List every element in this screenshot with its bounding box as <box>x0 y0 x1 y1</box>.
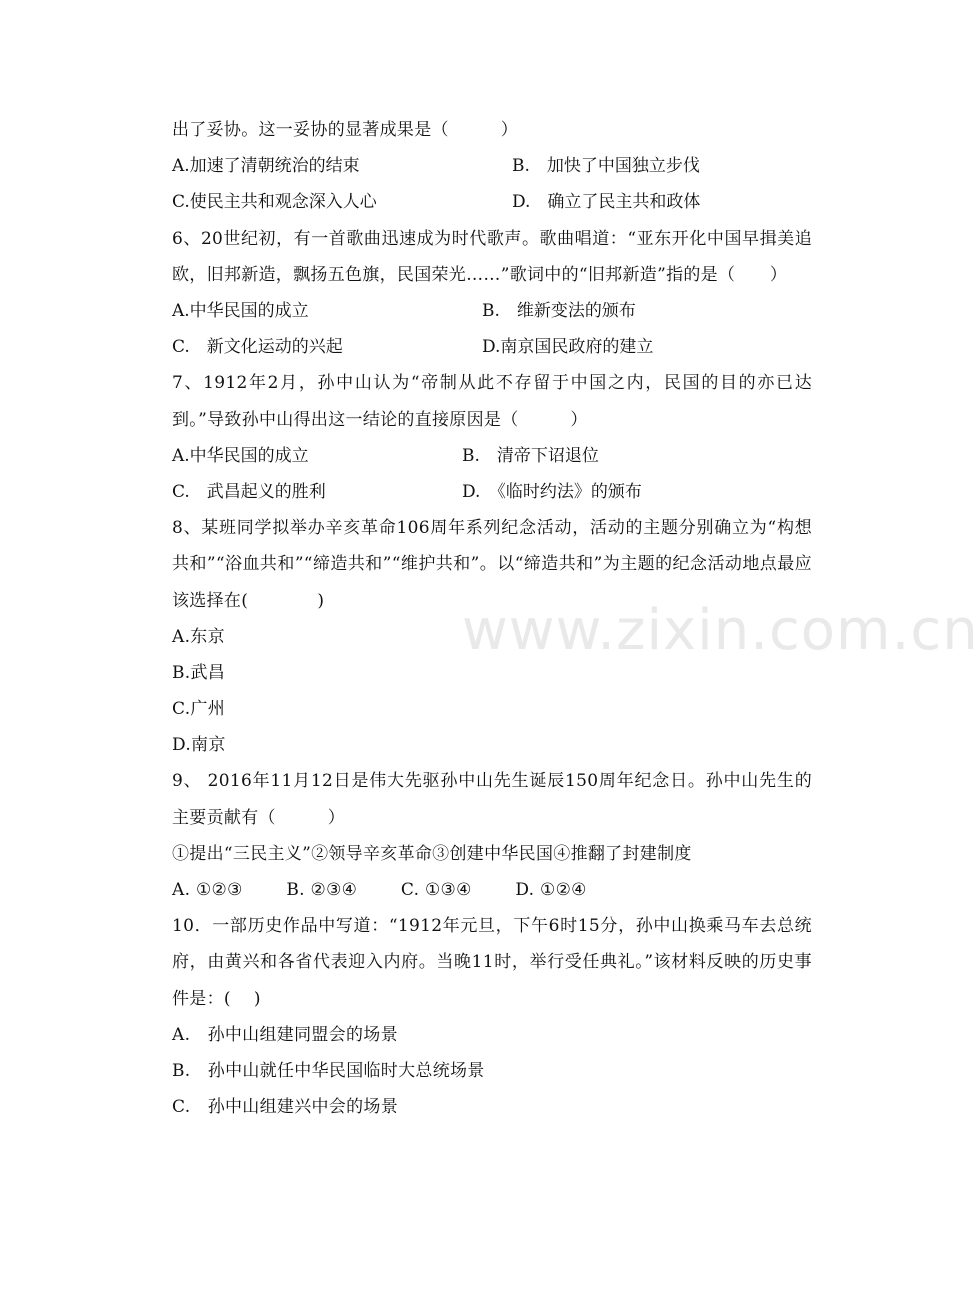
q6-option-a[interactable]: A.中华民国的成立 <box>172 300 309 321</box>
q5-option-d[interactable]: D. 确立了民主共和政体 <box>512 192 701 213</box>
q5-options-row-2 <box>172 184 812 220</box>
q8-stem: 8、某班同学拟举办辛亥革命106周年系列纪念活动，活动的主题分别确立为“构想共和”“浴血共和”“缔造共和”“维护共和”。以“缔造共和”为主题的纪念活动地点最应该选择在( ) <box>172 518 812 611</box>
q10-option-c[interactable]: C. 孙中山组建兴中会的场景 <box>172 1097 399 1118</box>
watermark: www.zixin.com.cn <box>462 598 979 663</box>
q5-stem: 出了妥协。这一妥协的显著成果是（ ） <box>172 120 518 140</box>
q6-option-d[interactable]: D.南京国民政府的建立 <box>482 337 654 358</box>
q9-stem: 9、 2016年11月12日是伟大先驱孙中山先生诞辰150周年纪念日。孙中山先生的主要贡献有（ ） <box>172 771 812 828</box>
q10-stem: 10．一部历史作品中写道：“1912年元旦，下午6时15分，孙中山换乘马车去总统府，由黄兴和各省代表迎入内府。当晚11时，举行受任典礼。”该材料反映的历史事件是：( ) <box>172 916 812 1009</box>
q6-options-row-1 <box>172 293 812 329</box>
q7-option-a[interactable]: A.中华民国的成立 <box>172 445 309 466</box>
q9-option-d[interactable]: D. ①②④ <box>515 880 587 901</box>
q5-option-c[interactable]: C.使民主共和观念深入人心 <box>172 192 377 213</box>
q9-option-a[interactable]: A. ①②③ <box>172 880 243 901</box>
q9-items: ①提出“三民主义”②领导辛亥革命③创建中华民国④推翻了封建制度 <box>172 843 692 864</box>
q6-stem: 6、20世纪初，有一首歌曲迅速成为时代歌声。歌曲唱道：“亚东开化中国早揖美追欧，旧邦新造，飘扬五色旗，民国荣光……”歌词中的“旧邦新造”指的是（ ） <box>172 228 812 285</box>
q8-option-a[interactable]: A.东京 <box>172 626 225 647</box>
q9-option-c[interactable]: C. ①③④ <box>400 880 472 901</box>
q5-options-row-1 <box>172 148 812 184</box>
q6-option-b[interactable]: B. 维新变法的颁布 <box>482 300 636 321</box>
exam-page <box>172 112 812 1125</box>
q9-options-row <box>172 872 812 908</box>
q9-option-b[interactable]: B. ②③④ <box>286 880 358 901</box>
q6-option-c[interactable]: C. 新文化运动的兴起 <box>172 337 343 358</box>
q7-options-row-2 <box>172 474 812 510</box>
q5-option-a[interactable]: A.加速了清朝统治的结束 <box>172 156 360 177</box>
q7-option-c[interactable]: C. 武昌起义的胜利 <box>172 481 326 502</box>
q10-option-b[interactable]: B. 孙中山就任中华民国临时大总统场景 <box>172 1061 485 1082</box>
q6-options-row-2 <box>172 329 812 365</box>
q8-option-c[interactable]: C.广州 <box>172 699 226 720</box>
q10-option-a[interactable]: A. 孙中山组建同盟会的场景 <box>172 1024 398 1045</box>
q7-stem: 7、1912年2月，孙中山认为“帝制从此不存留于中国之内，民国的目的亦已达到。”导致孙中山得出这一结论的直接原因是（ ） <box>172 373 812 430</box>
q5-option-b[interactable]: B. 加快了中国独立步伐 <box>512 156 700 177</box>
q7-option-b[interactable]: B. 清帝下诏退位 <box>462 445 599 466</box>
q8-option-b[interactable]: B.武昌 <box>172 662 226 683</box>
q7-options-row-1 <box>172 438 812 474</box>
q8-option-d[interactable]: D.南京 <box>172 735 226 756</box>
q7-option-d[interactable]: D. 《临时约法》的颁布 <box>462 481 642 502</box>
